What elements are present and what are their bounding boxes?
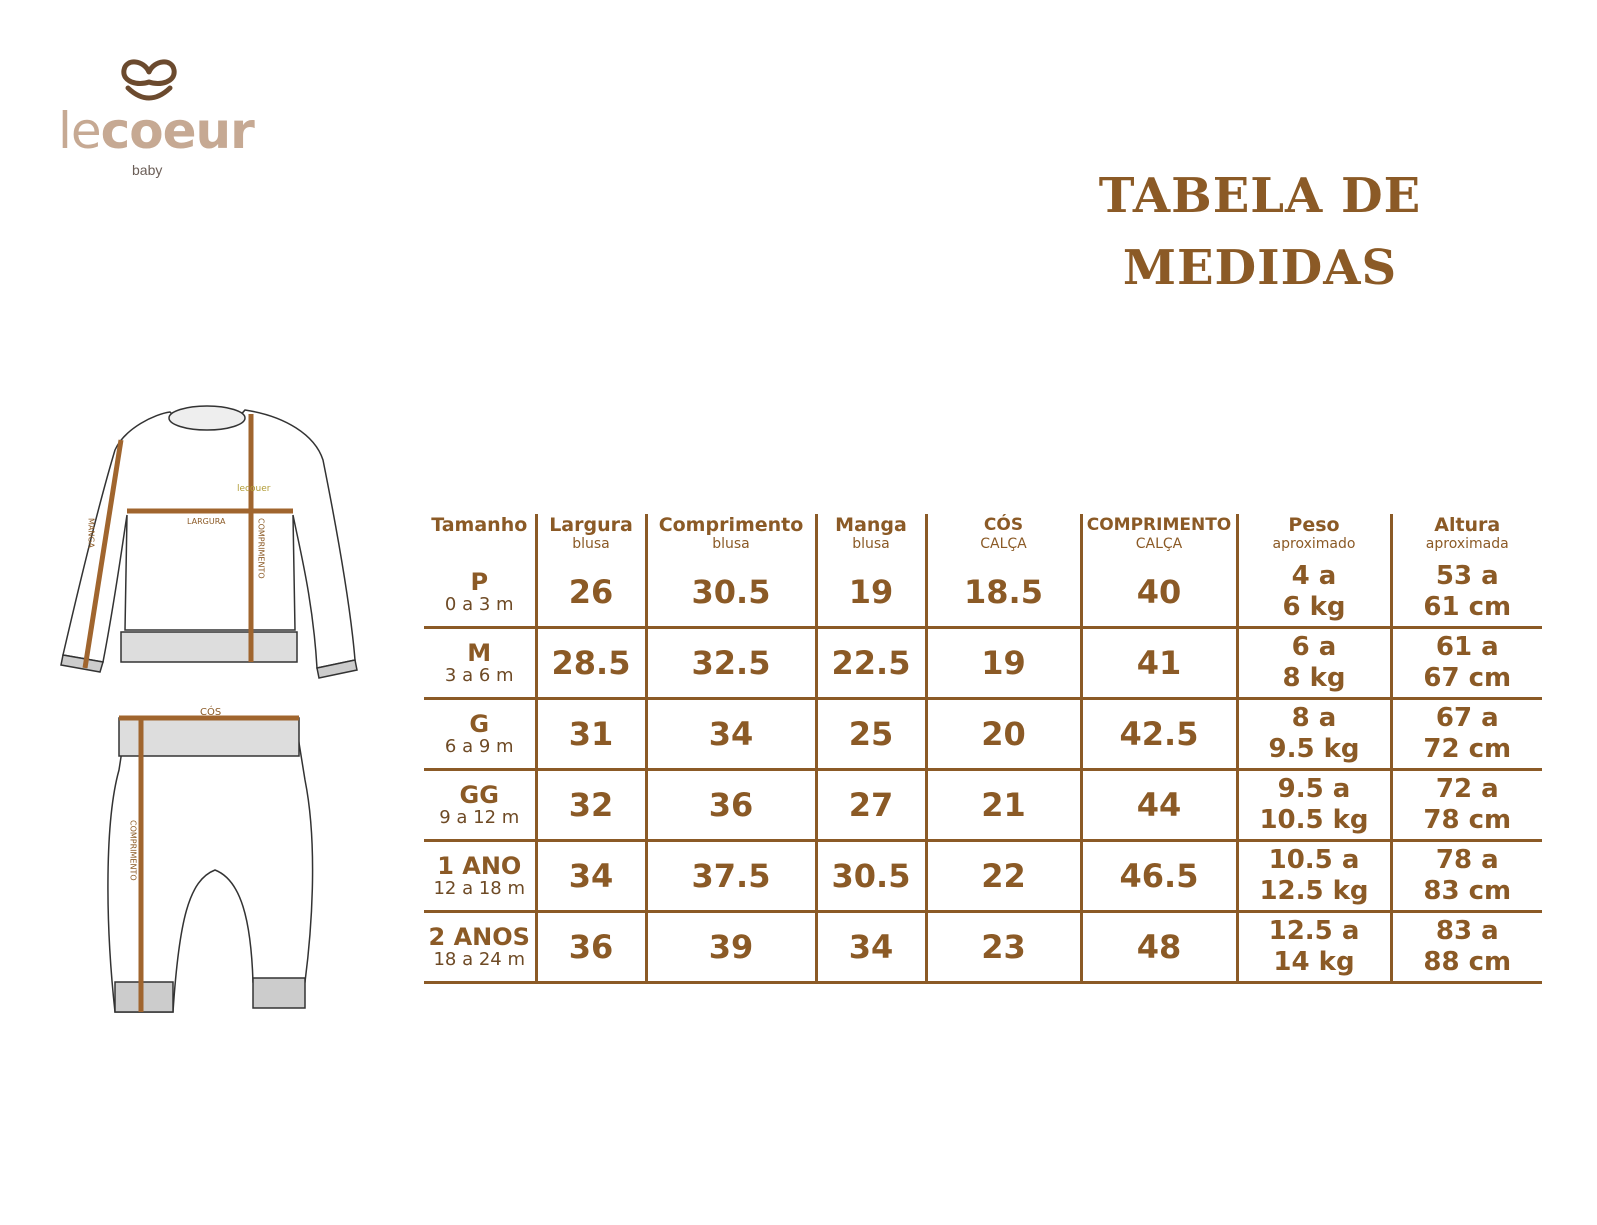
cos-cell: 19	[926, 628, 1081, 699]
size-code: 1 ANO	[437, 852, 522, 880]
header-altura	[1391, 514, 1542, 558]
comprimento-blusa-cell: 37.5	[646, 841, 816, 912]
diagram-cos-label: CÓS	[200, 707, 222, 718]
header-comprimento-calca	[1081, 514, 1237, 558]
altura-cell	[1391, 912, 1542, 983]
comprimento-calca-cell: 42.5	[1081, 699, 1237, 770]
manga-cell: 30.5	[816, 841, 926, 912]
largura-cell: 26	[536, 558, 646, 628]
header-sub: CALÇA	[980, 536, 1027, 552]
altura-to: 72 cm	[1423, 734, 1512, 764]
cos-cell: 22	[926, 841, 1081, 912]
peso-cell	[1237, 558, 1391, 628]
size-cell	[424, 841, 536, 912]
size-age: 0 a 3 m	[444, 594, 514, 615]
size-age: 3 a 6 m	[444, 665, 514, 686]
altura-cell	[1391, 770, 1542, 841]
altura-cell	[1391, 699, 1542, 770]
size-age: 18 a 24 m	[433, 949, 526, 970]
altura-to: 67 cm	[1423, 663, 1512, 693]
peso-to: 6 kg	[1282, 592, 1346, 622]
header-label: COMPRIMENTO	[1086, 515, 1232, 535]
header-manga	[816, 514, 926, 558]
table-row	[424, 770, 1542, 841]
cos-cell: 18.5	[926, 558, 1081, 628]
size-cell	[424, 628, 536, 699]
comprimento-calca-cell: 41	[1081, 628, 1237, 699]
size-cell	[424, 770, 536, 841]
altura-from: 61 a	[1435, 632, 1499, 662]
altura-from: 83 a	[1435, 916, 1499, 946]
size-code: 2 ANOS	[428, 923, 530, 951]
altura-from: 53 a	[1435, 561, 1499, 591]
cos-cell: 23	[926, 912, 1081, 983]
header-label: CÓS	[983, 515, 1024, 535]
brand-sub: baby	[132, 162, 163, 178]
size-age: 6 a 9 m	[444, 736, 514, 757]
header-sub: blusa	[852, 536, 890, 552]
table-row	[424, 912, 1542, 983]
size-code: G	[469, 710, 490, 738]
size-cell	[424, 912, 536, 983]
diagram-largura-label: LARGURA	[187, 517, 226, 526]
size-age: 9 a 12 m	[439, 807, 520, 828]
largura-cell: 31	[536, 699, 646, 770]
manga-cell: 27	[816, 770, 926, 841]
peso-from: 4 a	[1291, 561, 1337, 591]
altura-from: 78 a	[1435, 845, 1499, 875]
comprimento-blusa-cell: 36	[646, 770, 816, 841]
header-label: Peso	[1288, 514, 1340, 536]
size-cell	[424, 558, 536, 628]
peso-cell	[1237, 770, 1391, 841]
comprimento-blusa-cell: 34	[646, 699, 816, 770]
cos-cell: 20	[926, 699, 1081, 770]
size-code: GG	[459, 781, 499, 809]
header-cos	[926, 514, 1081, 558]
garment-diagram	[55, 400, 365, 1030]
size-cell	[424, 699, 536, 770]
manga-cell: 22.5	[816, 628, 926, 699]
table-row	[424, 699, 1542, 770]
brand-name	[58, 102, 254, 160]
altura-to: 88 cm	[1423, 947, 1512, 977]
altura-to: 61 cm	[1423, 592, 1512, 622]
page-title-line2: MEDIDAS	[1122, 240, 1398, 296]
diagram-comprimento-pants-label: COMPRIMENTO	[128, 820, 138, 881]
header-peso	[1237, 514, 1391, 558]
header-sub: blusa	[712, 536, 750, 552]
page-title	[1060, 160, 1460, 304]
peso-to: 12.5 kg	[1259, 876, 1369, 906]
diagram-shirt-brand: lecouer	[237, 484, 271, 494]
comprimento-calca-cell: 46.5	[1081, 841, 1237, 912]
cos-cell: 21	[926, 770, 1081, 841]
brand-name-coeur: coeur	[100, 102, 254, 160]
diagram-manga-label: MANGA	[86, 518, 96, 549]
peso-to: 8 kg	[1282, 663, 1346, 693]
brand-logo	[52, 52, 252, 182]
manga-cell: 34	[816, 912, 926, 983]
comprimento-calca-cell: 44	[1081, 770, 1237, 841]
altura-to: 83 cm	[1423, 876, 1512, 906]
peso-to: 14 kg	[1273, 947, 1355, 977]
peso-cell	[1237, 628, 1391, 699]
header-label: Tamanho	[431, 514, 528, 536]
size-code: M	[467, 639, 492, 667]
comprimento-blusa-cell: 32.5	[646, 628, 816, 699]
peso-to: 10.5 kg	[1259, 805, 1369, 835]
table-row	[424, 841, 1542, 912]
peso-from: 9.5 a	[1277, 774, 1351, 804]
size-table	[424, 514, 1542, 984]
peso-from: 12.5 a	[1268, 916, 1360, 946]
header-tamanho	[424, 514, 536, 558]
manga-cell: 19	[816, 558, 926, 628]
header-largura	[536, 514, 646, 558]
largura-cell: 34	[536, 841, 646, 912]
comprimento-blusa-cell: 30.5	[646, 558, 816, 628]
peso-cell	[1237, 912, 1391, 983]
diagram-comprimento-shirt-label: COMPRIMENTO	[256, 518, 266, 579]
page-title-line1: TABELA DE	[1098, 168, 1422, 224]
header-sub: CALÇA	[1135, 536, 1183, 552]
comprimento-calca-cell: 40	[1081, 558, 1237, 628]
altura-to: 78 cm	[1423, 805, 1512, 835]
peso-from: 6 a	[1291, 632, 1337, 662]
peso-from: 8 a	[1291, 703, 1337, 733]
peso-from: 10.5 a	[1268, 845, 1360, 875]
largura-cell: 32	[536, 770, 646, 841]
comprimento-calca-cell: 48	[1081, 912, 1237, 983]
table-row	[424, 558, 1542, 628]
comprimento-blusa-cell: 39	[646, 912, 816, 983]
header-sub: blusa	[572, 536, 610, 552]
peso-cell	[1237, 699, 1391, 770]
size-age: 12 a 18 m	[433, 878, 526, 899]
altura-cell	[1391, 628, 1542, 699]
header-sub: aproximado	[1272, 536, 1356, 552]
altura-from: 72 a	[1435, 774, 1499, 804]
header-label: Manga	[835, 514, 907, 536]
manga-cell: 25	[816, 699, 926, 770]
altura-cell	[1391, 558, 1542, 628]
altura-from: 67 a	[1435, 703, 1499, 733]
peso-to: 9.5 kg	[1268, 734, 1360, 764]
header-label: Comprimento	[658, 514, 804, 536]
header-sub: aproximada	[1425, 536, 1509, 552]
header-label: Altura	[1434, 514, 1501, 536]
table-row	[424, 628, 1542, 699]
header-comprimento-blusa	[646, 514, 816, 558]
brand-name-le: le	[58, 102, 101, 160]
size-code: P	[470, 568, 489, 596]
largura-cell: 28.5	[536, 628, 646, 699]
altura-cell	[1391, 841, 1542, 912]
header-label: Largura	[549, 514, 633, 536]
largura-cell: 36	[536, 912, 646, 983]
peso-cell	[1237, 841, 1391, 912]
